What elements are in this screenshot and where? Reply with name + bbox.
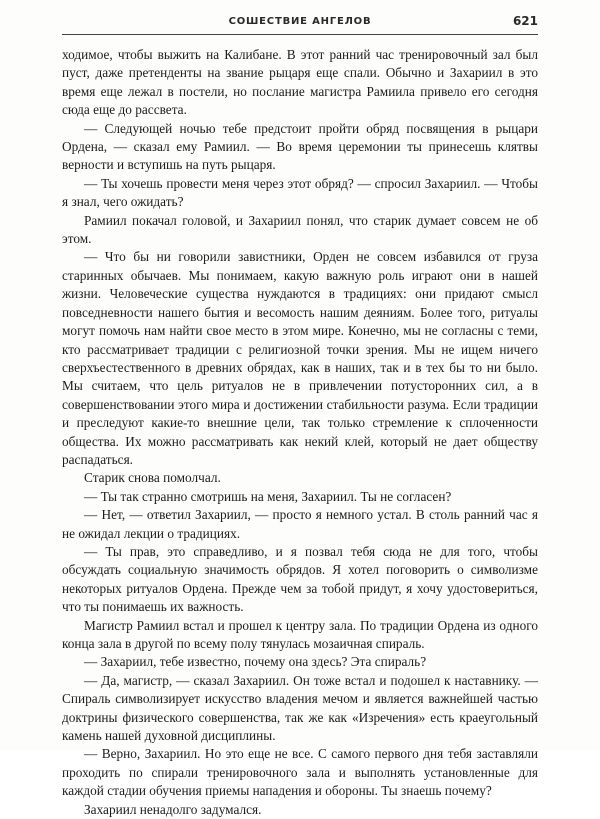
- paragraph: ходимое, чтобы выжить на Калибане. В этот ранний час тренировочный зал был пуст, даже претенденты на звание рыцаря еще спали. Обычно и Захариил в это время еще лежал в постели, но послание магистра Рамиила привело его сегодня сюда еще до рассвета.: [62, 47, 538, 118]
- paragraph: — Ты прав, это справедливо, и я позвал тебя сюда не для того, чтобы обсуждать социальную значимость обрядов. Я хотел поговорить о символизме некоторых ритуалов Ордена. Прежде чем за тобой придут, я хочу удостовериться, что ты понимаешь их важность.: [62, 543, 538, 615]
- paragraph: — Верно, Захариил. Но это еще не все. С самого первого дня тебя заставляли проходить по спирали тренировочного зала и выполнять установленные для каждой стадии обучения приемы нападения и обороны. Ты знаешь почему?: [62, 746, 538, 799]
- paragraph: Старик снова помолчал.: [84, 470, 221, 486]
- paragraph: — Захариил, тебе известно, почему она здесь? Эта спираль?: [84, 654, 427, 670]
- page-number: 621: [512, 14, 538, 28]
- paragraph: — Да, магистр, — сказал Захариил. Он тоже встал и подошел к наставнику. — Спираль символизирует искусство владения мечом и является важнейшей частью доктрины физического совершенства, так же как «Изречения» есть краеугольный камень нашей духовной дисциплины.: [62, 672, 538, 744]
- paragraph: Магистр Рамиил встал и прошел к центру зала. По традиции Ордена из одного конца зала в другой по всему полу тянулась мозаичная спираль.: [62, 617, 538, 651]
- paragraph: — Нет, — ответил Захариил, — просто я немного устал. В столь ранний час я не ожидал лекции о традициях.: [62, 507, 538, 541]
- header-divider: [62, 34, 538, 35]
- paragraph: — Ты так странно смотришь на меня, Захариил. Ты не согласен?: [84, 488, 452, 504]
- chapter-title: СОШЕСТВИЕ АНГЕЛОВ: [228, 16, 372, 27]
- paragraph: — Что бы ни говорили завистники, Орден не совсем избавился от груза старинных обычаев. Мы понимаем, какую важную роль играют они в нашей жизни. Человеческие существа нуждаются в традициях: они придают смысл повседневности нашего бытия и весомость нашим деяниям. Более того, ритуалы могут помочь нам найти свое место в этом мире. Конечно, мы не согласны с теми, кто рассматривает традиции с религиозной точки зрения. Мы не ищем ничего сверхъестественного в древних обрядах, как в наших, так и в тех бы то ни было. Мы считаем, что цель ритуалов не в привлечении потусторонних сил, а в совершенствовании этого мира и достижении стабильности разума. Если традиции и преследуют какие-то внешние цели, так только стремление к сплоченности общества. Их можно рассматривать как некий клей, который не дает обществу распадаться.: [62, 249, 538, 467]
- paragraph: — Ты хочешь провести меня через этот обряд? — спросил Захариил. — Чтобы я знал, чего ожидать?: [62, 175, 538, 210]
- paragraph: Рамиил покачал головой, и Захариил понял, что старик думает совсем не об этом.: [62, 212, 538, 247]
- paragraph: Захариил ненадолго задумался.: [84, 801, 262, 817]
- paragraph: — Следующей ночью тебе предстоит пройти обряд посвящения в рыцари Ордена, — сказал ему Рамиил. — Во время церемонии ты принесешь клятвы верности и вступишь на путь рыцаря.: [62, 120, 538, 173]
- body-text: [62, 46, 538, 819]
- running-header: [62, 10, 538, 34]
